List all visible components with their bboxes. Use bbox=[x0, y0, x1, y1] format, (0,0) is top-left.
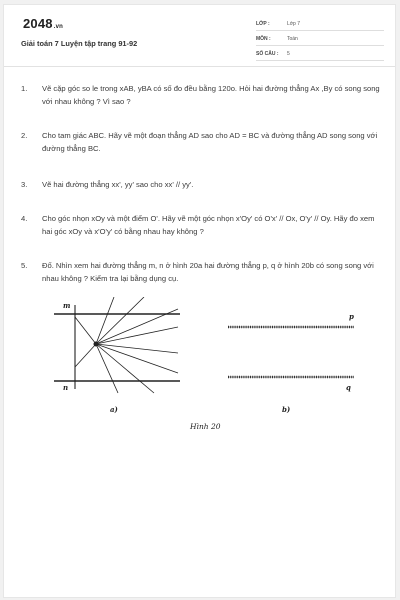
figure-20 bbox=[54, 297, 354, 437]
meta-label: MÔN : bbox=[256, 36, 271, 42]
question-number: 3. bbox=[21, 180, 28, 189]
figure-caption: Hình 20 bbox=[190, 422, 221, 431]
figure-20a-label: a) bbox=[110, 405, 118, 414]
ray-fan bbox=[75, 297, 178, 393]
question-text: Cho tam giác ABC. Hãy vẽ một đoạn thẳng AD sao cho AD = BC và đường thẳng AD song song với đường thẳng BC. bbox=[42, 131, 378, 153]
figure-20b-diagram bbox=[228, 327, 354, 377]
document-title: Giải toán 7 Luyện tập trang 91-92 bbox=[21, 39, 138, 48]
label-m: m bbox=[63, 301, 71, 310]
worksheet-header bbox=[4, 5, 395, 67]
worksheet-page bbox=[3, 4, 396, 598]
center-point bbox=[94, 342, 98, 346]
question-text: Vẽ hai đường thẳng xx', yy' sao cho xx' // yy'. bbox=[42, 180, 194, 189]
label-n: n bbox=[63, 383, 69, 392]
meta-value: 5 bbox=[287, 51, 290, 57]
question-item bbox=[21, 82, 385, 108]
meta-row-question-count bbox=[256, 49, 384, 61]
figure-20-drawing bbox=[54, 297, 354, 437]
question-number: 2. bbox=[21, 131, 28, 140]
label-p: p bbox=[349, 312, 354, 321]
question-text: Vẽ cặp góc so le trong xAB, yBA có số đo đều bằng 120o. Hỏi hai đường thẳng Ax ,By có song song với nhau không ? Vì sao ? bbox=[42, 84, 380, 106]
meta-label: LỚP : bbox=[256, 21, 270, 27]
question-item bbox=[21, 129, 385, 155]
question-number: 1. bbox=[21, 84, 28, 93]
meta-label: SỐ CÂU : bbox=[256, 51, 279, 57]
label-q: q bbox=[346, 383, 351, 392]
question-text: Đố. Nhìn xem hai đường thẳng m, n ở hình 20a hai đường thẳng p, q ở hình 20b có song song với nhau không ? Kiểm tra lại bằng dụng cụ. bbox=[42, 261, 374, 283]
meta-row-class bbox=[256, 19, 384, 31]
meta-value: Toán bbox=[287, 36, 298, 42]
figure-20b-label: b) bbox=[282, 405, 291, 414]
brand-logo[interactable]: 2048.vn bbox=[23, 16, 64, 31]
question-item bbox=[21, 259, 385, 285]
question-item bbox=[21, 212, 385, 238]
meta-row-subject bbox=[256, 34, 384, 46]
question-text: Cho góc nhọn xOy và một điểm O'. Hãy vẽ một góc nhọn x'Oy' có O'x' // Ox, O'y' // Oy. Hãy đo xem hai góc xOy và x'O'y' có bằng nhau hay không ? bbox=[42, 214, 375, 236]
meta-info bbox=[256, 19, 384, 64]
figure-20a-diagram bbox=[54, 297, 180, 393]
question-number: 5. bbox=[21, 261, 28, 270]
meta-value: Lớp 7 bbox=[287, 21, 301, 27]
question-item bbox=[21, 178, 385, 191]
question-number: 4. bbox=[21, 214, 28, 223]
